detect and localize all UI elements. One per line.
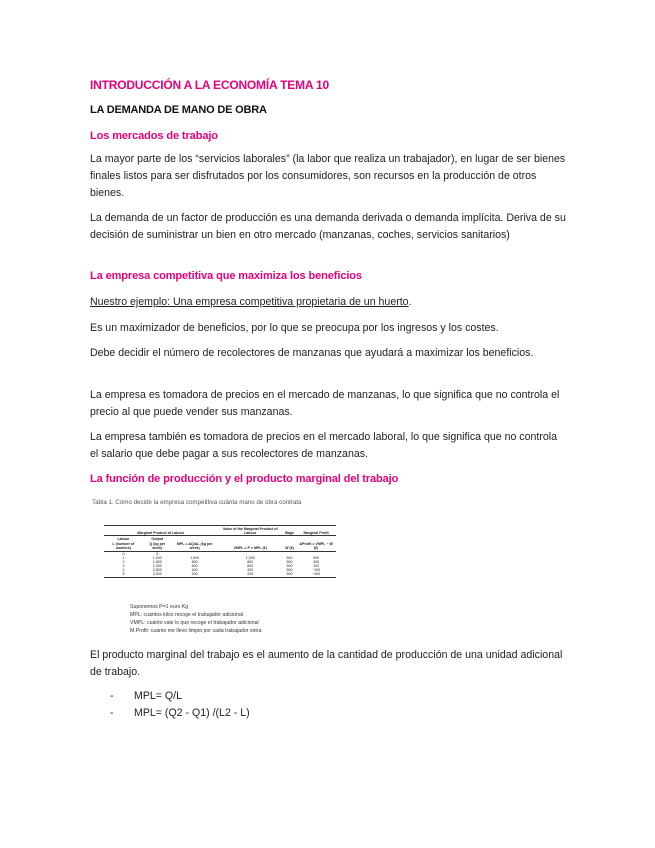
table-figure [92, 499, 352, 639]
column-header: Output [151, 536, 164, 541]
group-header: Marginal Profit [296, 526, 336, 536]
table-cell: 600 [191, 564, 198, 569]
main-heading: LA DEMANDA DE MANO DE OBRA [90, 104, 267, 116]
table-cell: 2,400 [152, 564, 162, 569]
paragraph: Debe decidir el número de recolectores de manzanas que ayudará a maximizar los beneficios. [90, 347, 534, 359]
column-subheader: Q (kg per week) [143, 542, 172, 552]
group-header: Wage [283, 526, 296, 536]
table-cell: 400 [247, 568, 254, 573]
table-cell: 2,800 [152, 568, 162, 573]
paragraph: La mayor parte de los “servicios laborales” (la labor que realiza un trabajador), en lugar de ser bienes finales listos para ser disfrutados por los consumidores, son recursos en la producción de otros bienes. [90, 153, 566, 199]
table-cell: 800 [247, 560, 254, 565]
bullet-dash: - [110, 707, 114, 719]
bullet-dash: - [110, 690, 114, 702]
column-subheader: ΔProfit = VMPL − W (€) [296, 542, 336, 552]
note-line: Suponemos P=1 euro Kg [130, 604, 189, 610]
paragraph: Es un maximizador de beneficios, por lo que se preocupa por los ingresos y los costes. [90, 322, 499, 334]
marginal-product-table [104, 525, 336, 578]
table-cell: 500 [286, 564, 293, 569]
table-cell: 1,000 [190, 556, 200, 561]
document-title: INTRODUCCIÓN A LA ECONOMÍA TEMA 10 [90, 78, 329, 92]
table-cell: 2 [122, 560, 125, 565]
table-cell: −300 [296, 572, 336, 577]
paragraph: El producto marginal del trabajo es el aumento de la cantidad de producción de una unidad adicional de trabajo. [90, 649, 563, 678]
figure-notes [130, 603, 261, 635]
note-line: MPL: cuántos kilos recoge el trabajador adicional [130, 612, 244, 618]
column-subheader: L (number of workers) [104, 542, 143, 552]
table-cell: 3,000 [143, 572, 172, 577]
column-subheader: MPL = ΔQ/ΔL (kg per week) [172, 542, 218, 552]
table-cell: 0 [122, 552, 125, 557]
table-cell: −100 [312, 568, 321, 573]
table-cell: 400 [191, 568, 198, 573]
note-line: VMPL: cuánto vale lo que recoge el trabajador adicional [130, 620, 259, 626]
table-cell: 500 [313, 556, 320, 561]
list-item [110, 688, 250, 705]
table-cell: 200 [218, 572, 283, 577]
table-row [104, 572, 336, 577]
table-cell: 500 [286, 560, 293, 565]
group-header: Value of the Marginal Product of Labour [218, 526, 283, 536]
section-heading-labour-markets: Los mercados de trabajo [90, 130, 218, 142]
section-heading-production-function: La función de producción y el producto marginal del trabajo [90, 473, 399, 485]
list-item [110, 705, 250, 722]
group-header: Marginal Product of Labour [104, 526, 218, 536]
table-cell: 4 [122, 568, 125, 573]
table-cell: 1,000 [152, 556, 162, 561]
figure-caption: Tabla 1. Cómo decide la empresa competitiva cuánta mano de obra contrata [92, 499, 302, 506]
table-cell: 100 [313, 564, 320, 569]
example-period: . [408, 296, 412, 308]
example-line [90, 294, 566, 311]
formula-list [110, 688, 250, 722]
note-line: M.Profit: cuánto me llevo limpio por cada trabajador extra [130, 628, 262, 634]
column-subheader: VMPL = P × MPL (€) [218, 542, 283, 552]
table-cell: 1 [122, 556, 125, 561]
paragraph: La demanda de un factor de producción es una demanda derivada o demanda implícita. Deriva de su decisión de suministrar un bien en otro mercado (manzanas, coches, servicios sanitarios) [90, 212, 566, 241]
table-cell: 800 [191, 560, 198, 565]
table-cell: 1,000 [245, 556, 255, 561]
paragraph: La empresa también es tomadora de precios en el mercado laboral, lo que significa que no controla el salario que debe pagar a sus recolectores de manzanas. [90, 431, 557, 460]
column-subheader: W (€) [283, 542, 296, 552]
table-cell: 0 [156, 552, 159, 557]
table-cell: 500 [286, 556, 293, 561]
table-cell: 1,800 [152, 560, 162, 565]
table-cell: 200 [172, 572, 218, 577]
table-cell: 500 [283, 572, 296, 577]
table-cell: 3 [122, 564, 125, 569]
table-cell: 600 [247, 564, 254, 569]
paragraph: La empresa es tomadora de precios en el mercado de manzanas, lo que significa que no controla el precio al que puede vender sus manzanas. [90, 389, 560, 418]
table-cell: 5 [104, 572, 143, 577]
section-heading-competitive-firm: La empresa competitiva que maximiza los beneficios [90, 270, 362, 282]
table-cell: 500 [286, 568, 293, 573]
list-item-text: MPL= (Q2 - Q1) /(L2 - L) [134, 707, 250, 719]
column-header: Labour [117, 536, 130, 541]
example-underlined: Nuestro ejemplo: Una empresa competitiva propietaria de un huerto [90, 296, 409, 308]
table-cell: 300 [313, 560, 320, 565]
list-item-text: MPL= Q/L [134, 690, 182, 702]
